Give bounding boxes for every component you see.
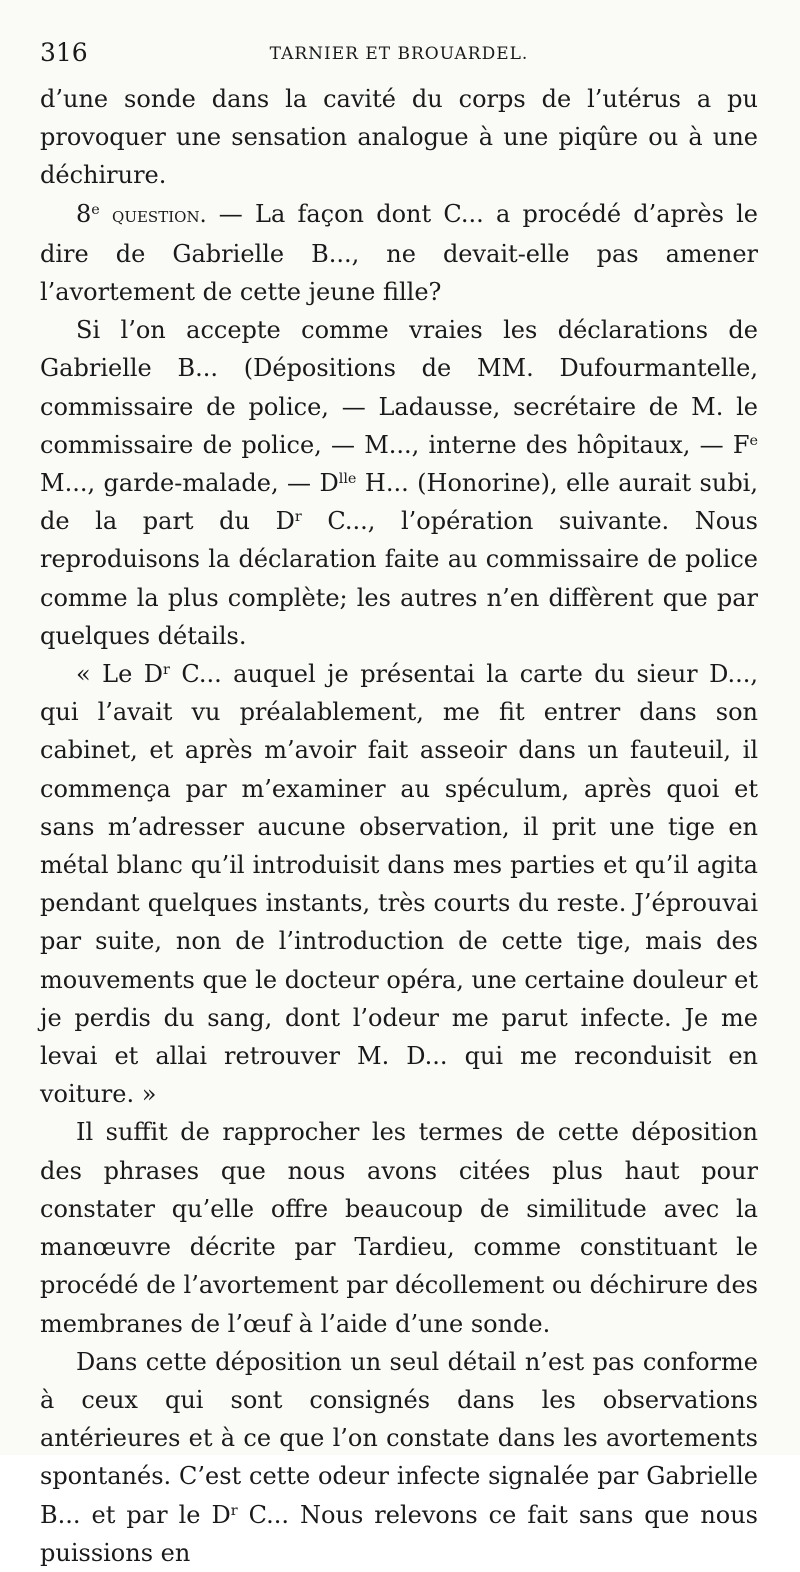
paragraph-4-quotation xyxy=(40,655,758,1113)
question-label: question. xyxy=(112,202,207,228)
p4-text-2: C... auquel je présentai la carte du sieur D..., qui l’avait vu préalablement, me fit entrer dans son cabinet, et après m’avoir fait asseoir dans un fauteuil, il commença par m’examiner au spéculum, après quoi et sans m’adresser aucune observation, il prit une tige en métal blanc qu’il introduisit dans mes parties et qu’il agita pendant quelques instants, très courts du reste. J’éprouvai par suite, non de l’introduction de cette tige, mais des mouvements que le docteur opéra, une certaine douleur et je perdis du sang, dont l’odeur me parut infecte. Je me levai et allai retrouver M. D... qui me reconduisit en voiture. » xyxy=(40,660,759,1109)
page-number: 316 xyxy=(40,38,88,67)
paragraph-1: d’une sonde dans la cavité du corps de l’utérus a pu provoquer une sensation analogue à une piqûre ou à une déchirure. xyxy=(40,85,758,190)
question-text: — La façon dont C... a procédé d’après le dire de Gabrielle B..., ne devait-elle pas amener l’avortement de cette jeune fille? xyxy=(40,199,758,307)
page-header xyxy=(40,36,758,76)
p3-sup-1: e xyxy=(749,432,758,449)
p6-sup-1: r xyxy=(230,1502,238,1519)
p3-sup-3: r xyxy=(294,509,302,526)
p3-text-3: H... (Honorine), elle aurait subi, de la part du D xyxy=(40,469,758,536)
p3-text-4: C..., l’opération suivante. Nous reproduisons la déclaration faite au commissaire de police comme la plus complète; les autres n’en diffèrent que par quelques détails. xyxy=(40,507,758,650)
paragraph-3 xyxy=(40,311,758,655)
p4-sup-1: r xyxy=(162,662,170,679)
running-head: TARNIER ET BROUARDEL. xyxy=(269,44,529,64)
ordinal-superscript: e xyxy=(91,201,100,218)
p6-text-1: Dans cette déposition un seul détail n’est pas conforme à ceux qui sont consignés dans les observations antérieures et à ce que l’on constate dans les avortements spontanés. C’est cette odeur infecte signalée par Gabrielle B... et par le D xyxy=(40,1347,758,1529)
p3-text-1: Si l’on accepte comme vraies les déclarations de Gabrielle B... (Dépositions de MM. Dufourmantelle, commissaire de police, — Ladausse, secrétaire de M. le commissaire de police, — M..., interne des hôpitaux, — F xyxy=(40,316,758,459)
paragraph-5: Il suffit de rapprocher les termes de cette déposition des phrases que nous avons citées plus haut pour constater qu’elle offre beaucoup de similitude avec la manœuvre décrite par Tardieu, comme constituant le procédé de l’avortement par décollement ou déchirure des membranes de l’œuf à l’aide d’une sonde. xyxy=(40,1118,758,1338)
p6-text-2: C... Nous relevons ce fait sans que nous puissions en xyxy=(40,1500,759,1567)
question-ordinal: 8 xyxy=(76,199,92,228)
p3-text-2: M..., garde-malade, — D xyxy=(40,469,339,498)
paragraph-2 xyxy=(40,195,758,312)
body-text xyxy=(40,80,758,1572)
p3-sup-2: lle xyxy=(338,471,357,488)
p4-text-1: « Le D xyxy=(76,660,163,689)
paragraph-6 xyxy=(40,1343,758,1572)
